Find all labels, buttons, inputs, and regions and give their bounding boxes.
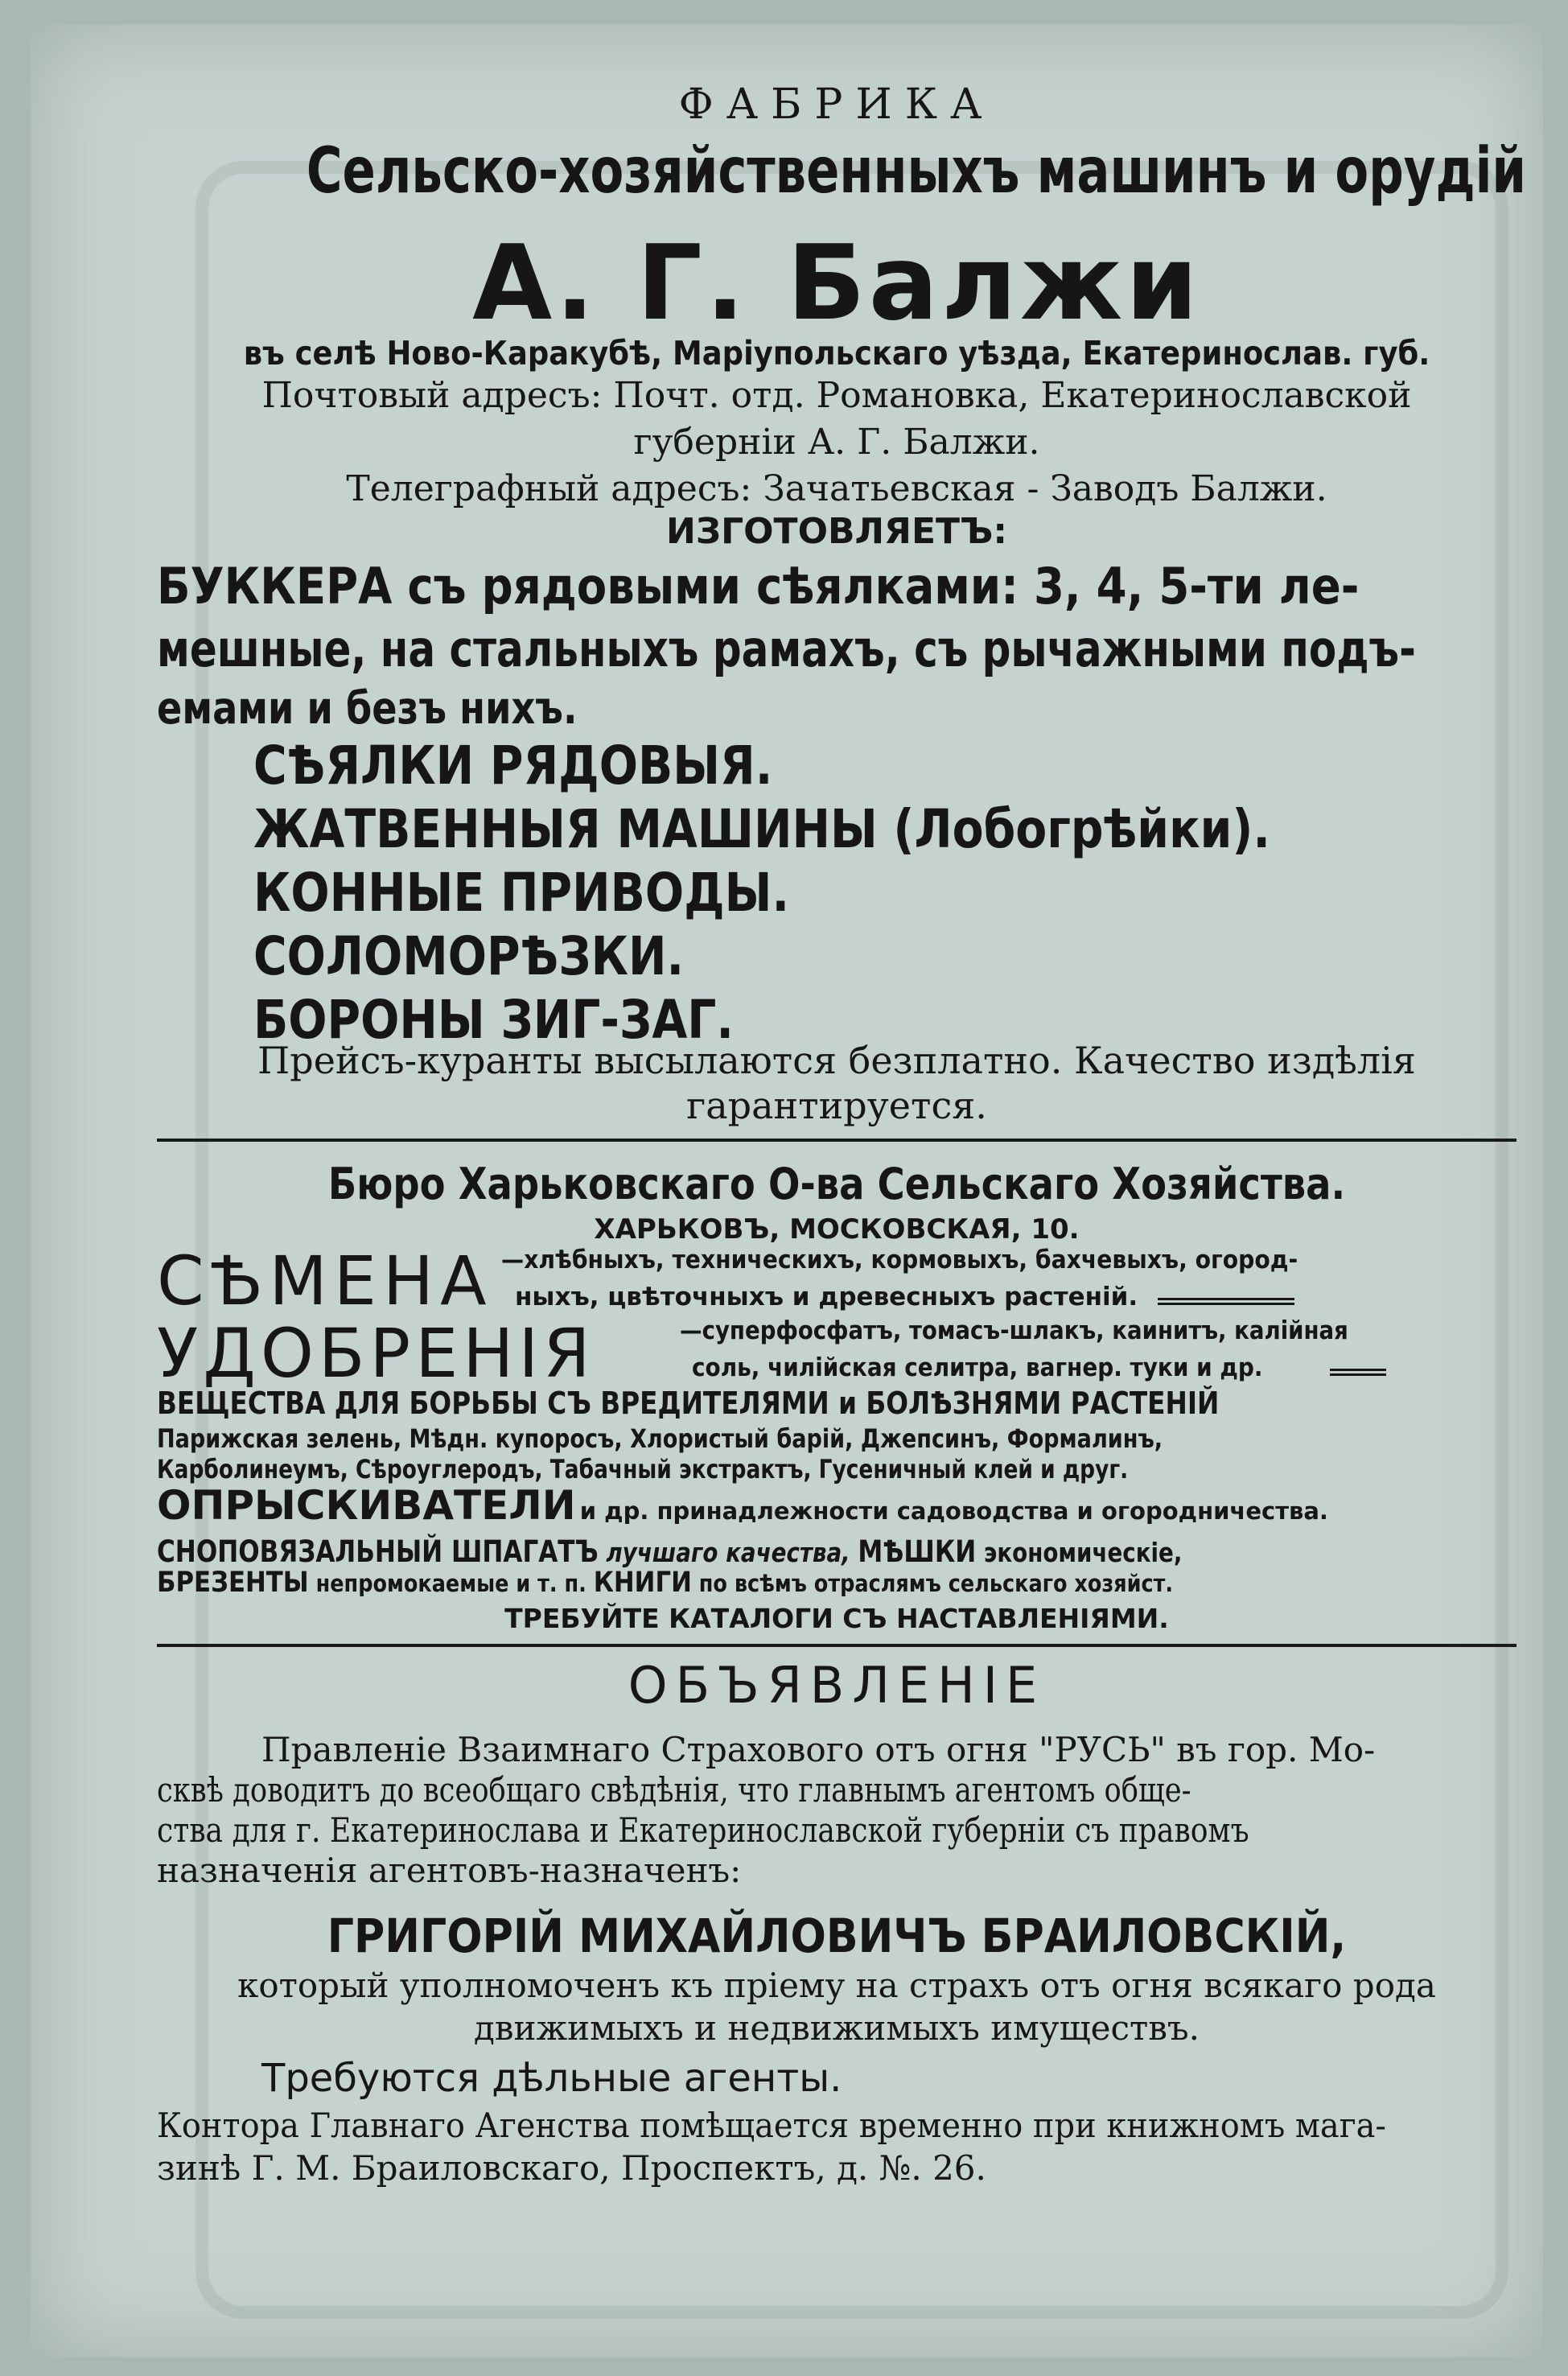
seeds-line-2-wrap [515, 1283, 1517, 1312]
fertilizers-word: УДОБРЕНІЯ [157, 1314, 595, 1393]
sprayers-rest: и др. принадлежности садоводства и огородничества. [579, 1497, 1328, 1525]
announcement-para-line-2: сквѣ доводитъ до всеобщаго свѣдѣнія, что главнымъ агентомъ обще- [157, 1770, 1191, 1810]
product-straw-cutters: СОЛОМОРѢЗКИ. [253, 925, 685, 987]
fertilizers-fill-rule [1330, 1369, 1386, 1376]
price-list-line-2: гарантируется. [686, 1084, 987, 1127]
fertilizers-line-2: соль, чилійская селитра, вагнер. туки и др. [692, 1353, 1263, 1382]
telegraph-address: Телеграфный адресъ: Зачатьевская - Заводъ Балжи. [346, 468, 1327, 509]
announcement-para-line-4: назначенія агентовъ-назначенъ: [157, 1851, 742, 1890]
bureau-address: ХАРЬКОВЪ, МОСКОВСКАЯ, 10. [594, 1213, 1080, 1246]
postal-address-line-1: Почтовый адресъ: Почт. отд. Романовка, Екатеринославской [261, 375, 1412, 416]
divider-1 [157, 1139, 1517, 1142]
twine-quality: лучшаго качества, [606, 1537, 850, 1568]
seeds-line-1: —хлѣбныхъ, техническихъ, кормовыхъ, бахчевыхъ, огород- [501, 1246, 1298, 1274]
pest-list-line-1: Парижская зелень, Мѣдн. купоросъ, Хлористый барій, Джепсинъ, Формалинъ, [157, 1423, 1163, 1454]
fertilizers-block [157, 1313, 1517, 1394]
price-list-line-1: Прейсъ-куранты высылаются безплатно. Качество издѣлія [257, 1039, 1416, 1082]
bags-label: МѢШКИ [858, 1534, 977, 1569]
factory-owner-name: А. Г. Балжи [472, 224, 1201, 344]
fertilizers-line-1: —суперфосфатъ, томасъ-шлакъ, каинитъ, калійная [680, 1316, 1348, 1345]
announcement-title: ОБЪЯВЛЕНІЕ [628, 1656, 1046, 1715]
authorized-line-2: движимыхъ и недвижимыхъ имуществъ. [474, 2008, 1200, 2048]
makes-heading: ИЗГОТОВЛЯЕТЪ: [666, 511, 1007, 552]
product-harrows: БОРОНЫ ЗИГ-ЗАГ. [253, 989, 734, 1051]
fertilizers-line-2-wrap [692, 1353, 1517, 1382]
factory-location: въ селѣ Ново-Каракубѣ, Маріупольскаго уѣзда, Екатеринослав. губ. [243, 334, 1430, 373]
product-seeders: СѢЯЛКИ РЯДОВЫЯ. [253, 735, 773, 797]
office-line-2: зинѣ Г. М. Браиловскаго, Проспектъ, д. №. 26. [157, 2148, 986, 2188]
catalogs-line: ТРЕБУЙТЕ КАТАЛОГИ СЪ НАСТАВЛЕНІЯМИ. [504, 1603, 1169, 1634]
bukkera-line-1: БУККЕРА съ рядовыми сѣялками: 3, 4, 5-ти ле- [157, 557, 1360, 616]
sprayers-word: ОПРЫСКИВАТЕЛИ [157, 1482, 576, 1529]
sprayers-line [157, 1482, 1517, 1529]
twine-label: СНОПОВЯЗАЛЬНЫЙ ШПАГАТЪ [157, 1534, 599, 1569]
books-rest: по всѣмъ отраслямъ сельскаго хозяйст. [698, 1570, 1174, 1597]
divider-2 [157, 1644, 1517, 1647]
bags-rest: экономическіе, [983, 1537, 1183, 1568]
seeds-fill-rule [1158, 1298, 1294, 1305]
authorized-line-1: который уполномоченъ къ пріему на страхъ отъ огня всякаго рода [237, 1966, 1436, 2005]
factory-header: ФАБРИКА [678, 80, 995, 129]
tarps-line [157, 1567, 1353, 1599]
books-label: КНИГИ [593, 1567, 692, 1599]
pest-list-line-2: Карболинеумъ, Сѣроуглеродъ, Табачный экстрактъ, Гусеничный клей и друг. [157, 1454, 1129, 1484]
bukkera-line-3: емами и безъ нихъ. [157, 682, 578, 734]
bureau-title: Бюро Харьковскаго О-ва Сельскаго Хозяйства. [327, 1159, 1346, 1209]
agent-name: ГРИГОРІЙ МИХАЙЛОВИЧЪ БРАИЛОВСКІЙ, [327, 1909, 1347, 1963]
advertisement-page [157, 0, 1527, 2376]
twine-line [157, 1534, 1299, 1569]
factory-subtitle: Сельско-хозяйственныхъ машинъ и орудій [306, 135, 1527, 208]
postal-address-line-2: губерніи А. Г. Балжи. [633, 422, 1040, 463]
agents-wanted: Требуются дѣльные агенты. [261, 2056, 842, 2101]
bukkera-line-2: мешные, на стальныхъ рамахъ, съ рычажными подъ- [157, 620, 1416, 678]
pest-control-heading: ВЕЩЕСТВА ДЛЯ БОРЬБЫ СЪ ВРЕДИТЕЛЯМИ и БОЛѢЗНЯМИ РАСТЕНІЙ [157, 1386, 1220, 1421]
office-line-1: Контора Главнаго Агенства помѣщается временно при книжномъ мага- [157, 2106, 1386, 2145]
announcement-para-line-3: ства для г. Екатеринослава и Екатеринославской губерніи съ правомъ [157, 1810, 1249, 1850]
product-reapers: ЖАТВЕННЫЯ МАШИНЫ (Лобогрѣйки). [253, 798, 1270, 860]
product-horse-drives: КОННЫЕ ПРИВОДЫ. [253, 862, 790, 924]
tarps-label: БРЕЗЕНТЫ [157, 1567, 309, 1599]
announcement-para-line-1: Правленіе Взаимнаго Страхового отъ огня "РУСЬ" въ гор. Мо- [261, 1730, 1376, 1769]
tarps-mid: непромокаемые и т. п. [315, 1570, 586, 1597]
seeds-line-2: ныхъ, цвѣточныхъ и древесныхъ растеній. [515, 1283, 1138, 1312]
seeds-word: СѢМЕНА [157, 1242, 493, 1320]
seeds-block [157, 1241, 1517, 1321]
